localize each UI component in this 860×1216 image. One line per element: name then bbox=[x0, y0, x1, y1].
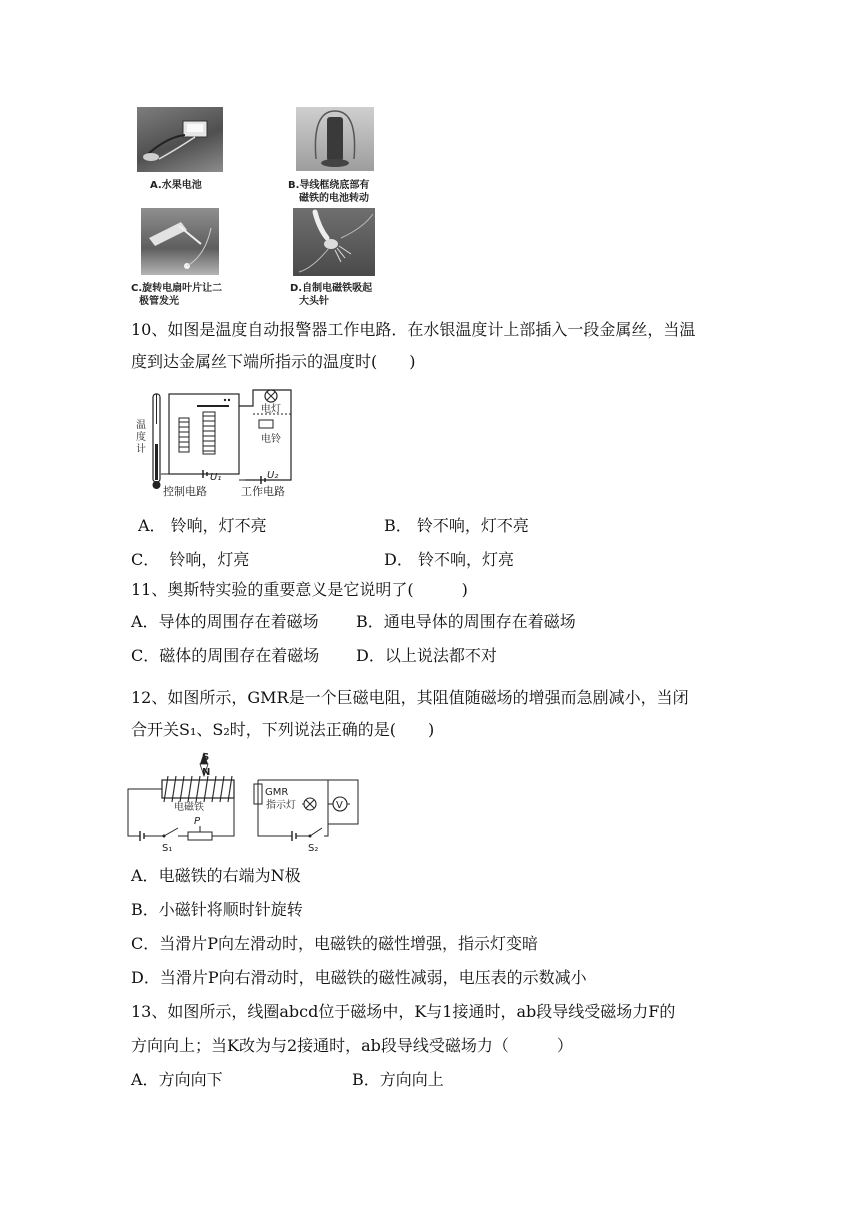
option-text: 电磁铁的右端为N极 bbox=[158, 866, 301, 885]
q12-stem-line1: 12、如图所示，GMR是一个巨磁电阻，其阻值随磁场的增强而急剧减小，当闭 bbox=[131, 688, 689, 707]
option-letter: A． bbox=[131, 612, 159, 631]
option-text: 铃不响，灯不亮 bbox=[416, 516, 529, 535]
q10-option-d bbox=[384, 550, 514, 570]
q12-option-b bbox=[131, 900, 303, 920]
option-letter: C． bbox=[131, 646, 160, 665]
q10-option-a bbox=[138, 516, 267, 536]
caption-d-2: 大头针 bbox=[299, 296, 329, 307]
option-text: 通电导体的周围存在着磁场 bbox=[383, 612, 576, 631]
option-text: 铃响，灯不亮 bbox=[170, 516, 267, 535]
label-gmr: GMR bbox=[265, 787, 289, 798]
option-letter: D． bbox=[131, 968, 160, 987]
caption-c-2: 极管发光 bbox=[139, 296, 179, 307]
label-u1: U₁ bbox=[210, 472, 222, 483]
q11-option-a bbox=[131, 612, 319, 632]
option-text: 以上说法都不对 bbox=[384, 646, 497, 665]
option-letter: A． bbox=[131, 1070, 159, 1089]
q10-alarm-circuit-figure bbox=[133, 384, 303, 500]
label-s2: S₂ bbox=[308, 843, 319, 854]
label-u2: U₂ bbox=[267, 470, 279, 481]
q12-option-a bbox=[131, 866, 301, 886]
q13-stem-line2: 方向向上；当K改为与2接通时，ab段导线受磁场力（ ） bbox=[131, 1036, 573, 1055]
caption-b-2: 磁铁的电池转动 bbox=[299, 193, 369, 204]
label-thermometer-1: 温 bbox=[136, 420, 146, 431]
option-text: 小磁针将顺时针旋转 bbox=[158, 900, 303, 919]
q12-option-c bbox=[131, 934, 538, 954]
q12-option-d bbox=[131, 968, 587, 988]
photo-fan-led bbox=[141, 208, 219, 275]
photo-fruit-battery bbox=[137, 107, 223, 172]
option-letter: C． bbox=[131, 550, 160, 569]
caption-d-1: D.自制电磁铁吸起 bbox=[290, 283, 373, 294]
option-text: 方向向下 bbox=[158, 1070, 223, 1089]
label-p: P bbox=[194, 816, 201, 827]
label-electromagnet: 电磁铁 bbox=[174, 802, 204, 813]
caption-a: A.水果电池 bbox=[150, 180, 202, 191]
label-n: N bbox=[202, 767, 211, 778]
label-s1: S₁ bbox=[162, 843, 173, 854]
q13-option-b bbox=[352, 1070, 444, 1090]
option-letter: B． bbox=[352, 1070, 380, 1089]
photo-electromagnet bbox=[293, 208, 375, 276]
option-text: 磁体的周围存在着磁场 bbox=[159, 646, 320, 665]
label-thermometer-3: 计 bbox=[136, 444, 146, 455]
caption-b-1: B.导线框绕底部有 bbox=[288, 180, 370, 191]
q10-stem-line1: 10、如图是温度自动报警器工作电路．在水银温度计上部插入一段金属丝，当温 bbox=[131, 320, 696, 339]
q12-stem-line2: 合开关S₁、S₂时，下列说法正确的是( ) bbox=[131, 720, 435, 739]
option-letter: C． bbox=[131, 934, 160, 953]
q11-stem: 11、奥斯特实验的重要意义是它说明了( ) bbox=[131, 580, 468, 599]
q13-option-a bbox=[131, 1070, 223, 1090]
label-bell: 电铃 bbox=[261, 434, 281, 445]
q12-gmr-circuit-figure bbox=[124, 748, 364, 854]
option-letter: B． bbox=[356, 612, 384, 631]
q11-option-c bbox=[131, 646, 319, 666]
option-text: 方向向上 bbox=[379, 1070, 444, 1089]
option-text: 当滑片P向左滑动时，电磁铁的磁性增强，指示灯变暗 bbox=[159, 934, 539, 953]
q10-option-c bbox=[131, 550, 249, 570]
label-lamp: 电灯 bbox=[261, 404, 281, 415]
caption-c-1: C.旋转电扇叶片让二 bbox=[131, 283, 223, 294]
option-letter: D． bbox=[356, 646, 385, 665]
option-letter: A． bbox=[131, 866, 159, 885]
label-control-circuit: 控制电路 bbox=[163, 485, 207, 498]
q11-option-d bbox=[356, 646, 497, 666]
photo-rotating-battery bbox=[296, 107, 374, 171]
label-voltmeter: V bbox=[336, 800, 343, 811]
option-letter: B． bbox=[384, 516, 412, 535]
label-thermometer-2: 度 bbox=[136, 432, 146, 443]
option-text: 铃不响，灯亮 bbox=[417, 550, 514, 569]
option-text: 当滑片P向右滑动时，电磁铁的磁性减弱，电压表的示数减小 bbox=[159, 968, 587, 987]
option-text: 导体的周围存在着磁场 bbox=[158, 612, 319, 631]
q10-stem-line2: 度到达金属丝下端所指示的温度时( ) bbox=[131, 352, 416, 371]
option-letter: B． bbox=[131, 900, 159, 919]
q10-option-b bbox=[384, 516, 529, 536]
option-letter: A． bbox=[138, 516, 166, 535]
option-text: 铃响，灯亮 bbox=[169, 550, 250, 569]
q13-stem-line1: 13、如图所示，线圈abcd位于磁场中，K与1接通时，ab段导线受磁场力F的 bbox=[131, 1002, 676, 1021]
q11-option-b bbox=[356, 612, 576, 632]
option-letter: D． bbox=[384, 550, 413, 569]
label-indicator: 指示灯 bbox=[266, 800, 296, 811]
label-s: S bbox=[202, 752, 210, 763]
label-work-circuit: 工作电路 bbox=[241, 485, 285, 498]
